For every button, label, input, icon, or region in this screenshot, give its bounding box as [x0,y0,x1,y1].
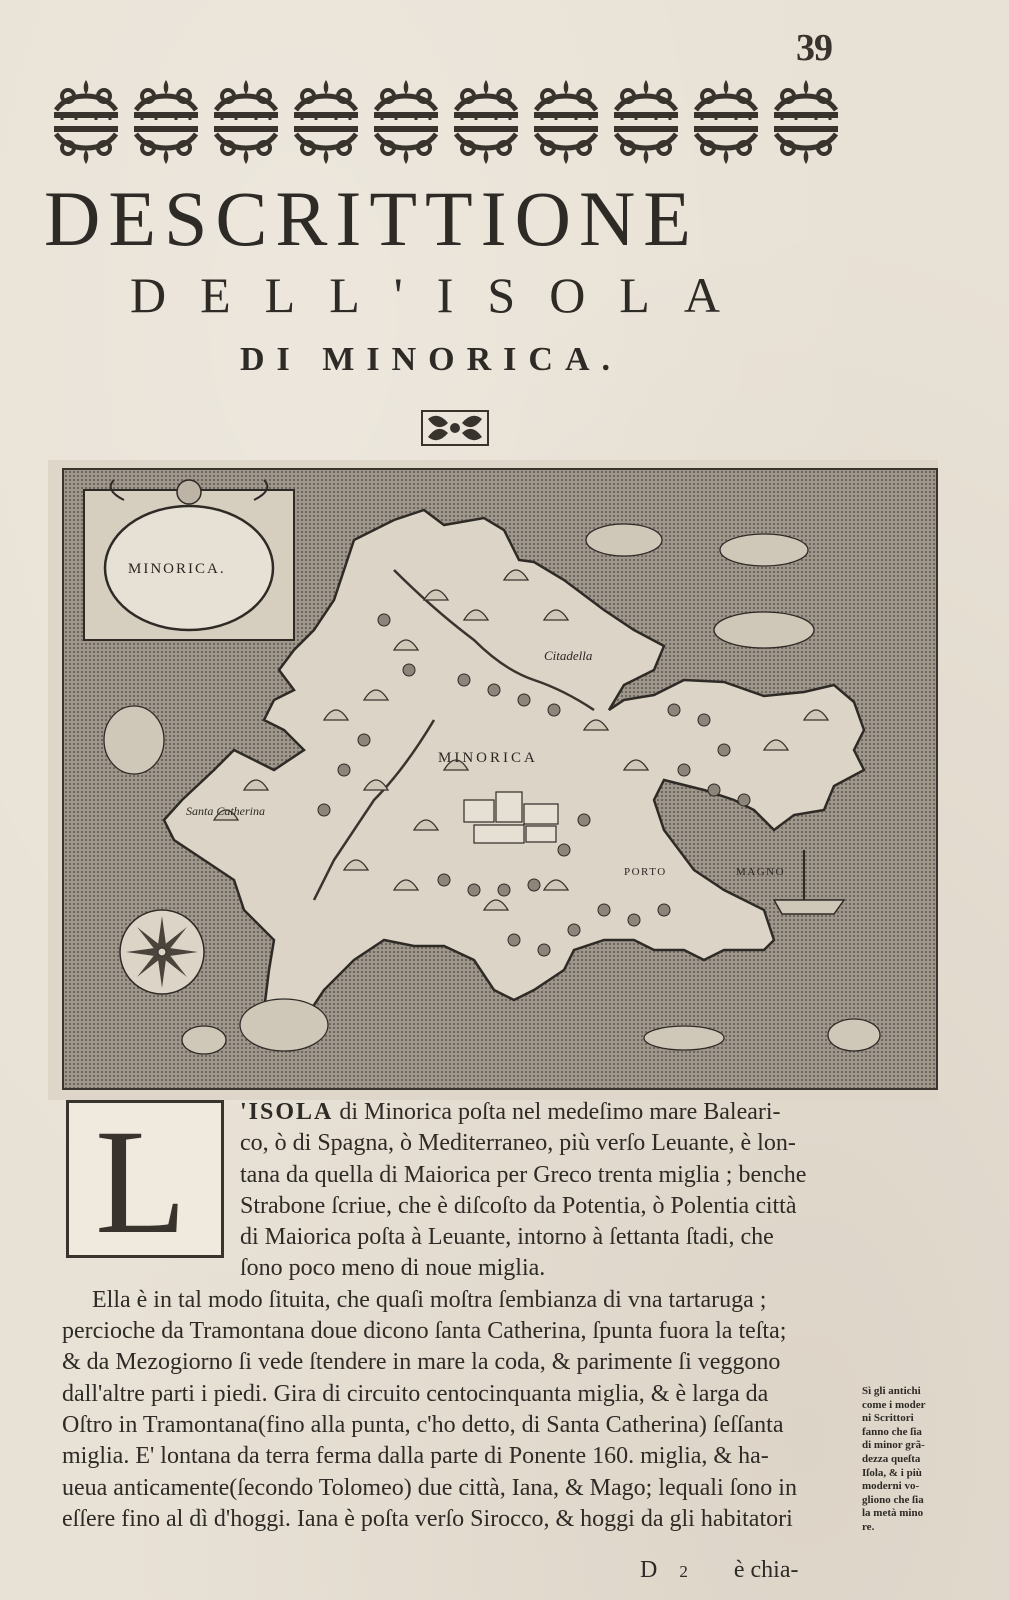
fleuron-ornament [420,409,490,447]
text-line: dall'altre parti i piedi. Gira di circuito centocinquanta miglia, & è larga da [62,1380,769,1407]
text-line: eſſere fino al dì d'hoggi. Iana è poſta verſo Sirocco, & hoggi da gli habitatori [62,1505,793,1532]
text-line [62,1097,862,1128]
text-line: co, ò di Spagna, ò Mediterraneo, più verſo Leuante, è lon- [240,1130,796,1157]
title-line-1: DESCRITTIONE [44,175,699,262]
label-magno: MAGNO [736,866,786,878]
signature-mark: D [640,1557,658,1583]
marginal-note [862,1385,954,1535]
note-line: re. [862,1520,875,1533]
sea-monster-2 [240,999,328,1051]
note-line: moderni vo- [862,1480,920,1493]
text-line: di Maiorica poſta à Leuante, intorno à ſettanta ſtadi, che [240,1224,774,1251]
ornamental-headpiece [46,76,846,168]
text-line: Strabone ſcriue, che è diſcoſto da Potentia, ò Polentia città [240,1192,797,1219]
text-line: percioche da Tramontana doue dicono ſanta Catherina, ſpunta fuora la teſta; [62,1318,787,1345]
note-line: Iſola, & i più [862,1466,922,1479]
triton [104,706,164,774]
catchword: è chia- [733,1557,799,1583]
ship-icon [774,850,844,914]
wind-head-1 [720,534,808,566]
title-cartouche [84,480,294,640]
drop-cap-letter: L [95,1099,187,1265]
signature-line [640,1557,798,1584]
note-line: Sì gli antichi [862,1385,921,1397]
title-line-2: DELL'ISOLA [130,267,754,323]
cartouche-title: MINORICA. [128,561,226,577]
text-line: & da Mezogiorno ſi vede ſtendere in mare la coda, & parimente ſi veggono [62,1349,781,1376]
text-line: Ella è in tal modo ſituita, che quaſi moſtra ſembianza di vna tartaruga ; [92,1286,767,1313]
note-line: come i moder [862,1398,926,1411]
text-line: ſono poco meno di noue miglia. [240,1255,546,1282]
page-number: 39 [796,27,832,69]
label-porto: PORTO [624,866,667,878]
note-line: di minor grã- [862,1439,925,1452]
note-line: dezza queſta [862,1452,921,1465]
text-line-content: di Minorica poſta nel medeſimo mare Baleari- [333,1099,781,1125]
sea-monster-1 [586,524,662,556]
text-line: miglia. E' lontana da terra ferma dalla parte di Ponente 160. miglia, & ha- [62,1443,769,1470]
text-line: tana da quella di Maiorica per Greco trenta miglia ; benche [240,1161,807,1188]
note-line: la metà mino [862,1507,924,1520]
lead-caps: 'ISOLA [240,1099,334,1125]
note-line: fanno che ſia [862,1425,922,1438]
whale [714,612,814,648]
body-text [62,1097,862,1535]
label-santa-catherina: Santa Catherina [186,804,266,818]
text-line: Oſtro in Tramontana(fino alla punta, c'ho detto, di Santa Catherina) ſeſſanta [62,1411,784,1438]
sea-creature-4 [828,1019,880,1051]
label-minorica: MINORICA [438,750,538,766]
map-minorica [62,468,938,1090]
title-line-3: DI MINORICA. [240,341,622,378]
note-line: gliono che ſia [862,1493,924,1506]
sea-monster-3 [182,1026,226,1054]
dolphin [644,1026,724,1050]
compass-rose-icon [120,910,204,994]
label-citadella: Citadella [544,648,593,663]
signature-number: 2 [679,1562,688,1581]
text-line: ueua anticamente(ſecondo Tolomeo) due città, Iana, & Mago; lequali ſono in [62,1474,797,1501]
note-line: ni Scrittori [862,1412,914,1425]
